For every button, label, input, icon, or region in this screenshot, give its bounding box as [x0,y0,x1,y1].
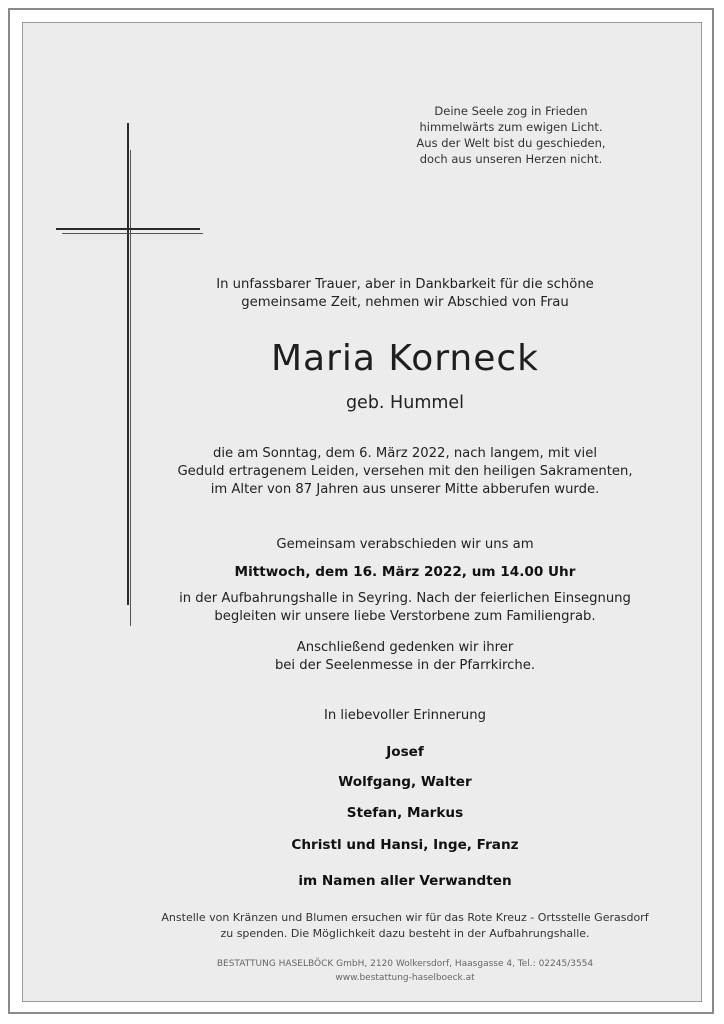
obituary-card [22,22,702,1002]
footer-website[interactable]: www.bestattung-haselboeck.at [335,973,475,983]
cross-horizontal-shadow [62,233,203,234]
death-notice-line: Geduld ertragenem Leiden, versehen mit den heiligen Sakramenten, [177,464,633,479]
funeral-date: Mittwoch, dem 16. März 2022, um 14.00 Uhr [234,564,576,580]
intro-line: gemeinsame Zeit, nehmen wir Abschied von Frau [241,295,569,310]
relatives-line: im Namen aller Verwandten [298,873,512,889]
farewell-line: in der Aufbahrungshalle in Seyring. Nach der feierlichen Einsegnung [179,591,631,606]
deceased-name: Maria Korneck [270,338,540,379]
poem [400,103,622,167]
mourner-line: Stefan, Markus [346,805,464,821]
poem-line: doch aus unseren Herzen nicht. [419,152,603,166]
mourner-line: Wolfgang, Walter [338,774,472,790]
maiden-name: geb. Hummel [345,393,465,413]
poem-line: Deine Seele zog in Frieden [434,104,588,118]
mass-line: bei der Seelenmesse in der Pfarrkirche. [274,658,536,673]
footer-company: BESTATTUNG HASELBÖCK GmbH, 2120 Wolkersdorf, Haasgasse 4, Tel.: 02245/3554 [216,959,594,969]
farewell-line: begleiten wir unsere liebe Verstorbene zum Familiengrab. [214,609,596,624]
mass-line: Anschließend gedenken wir ihrer [296,640,514,655]
poem-line: Aus der Welt bist du geschieden, [416,136,606,150]
cross-vertical-shadow [130,150,131,626]
donation-line: Anstelle von Kränzen und Blumen ersuchen wir für das Rote Kreuz - Ortsstelle Gerasdorf [161,911,649,924]
intro-line: In unfassbarer Trauer, aber in Dankbarkeit für die schöne [216,277,594,292]
cross-vertical-beam [127,123,129,605]
farewell-intro: Gemeinsam verabschieden wir uns am [276,537,534,552]
mourner-line: Josef [386,744,424,760]
death-notice-line: die am Sonntag, dem 6. März 2022, nach langem, mit viel [212,446,598,461]
memory-heading: In liebevoller Erinnerung [323,708,487,723]
cross-horizontal-beam [56,228,200,230]
donation-line: zu spenden. Die Möglichkeit dazu besteht in der Aufbahrungshalle. [220,927,590,940]
poem-line: himmelwärts zum ewigen Licht. [419,120,603,134]
mourner-line: Christl und Hansi, Inge, Franz [291,837,519,853]
death-notice-line: im Alter von 87 Jahren aus unserer Mitte abberufen wurde. [210,482,600,497]
